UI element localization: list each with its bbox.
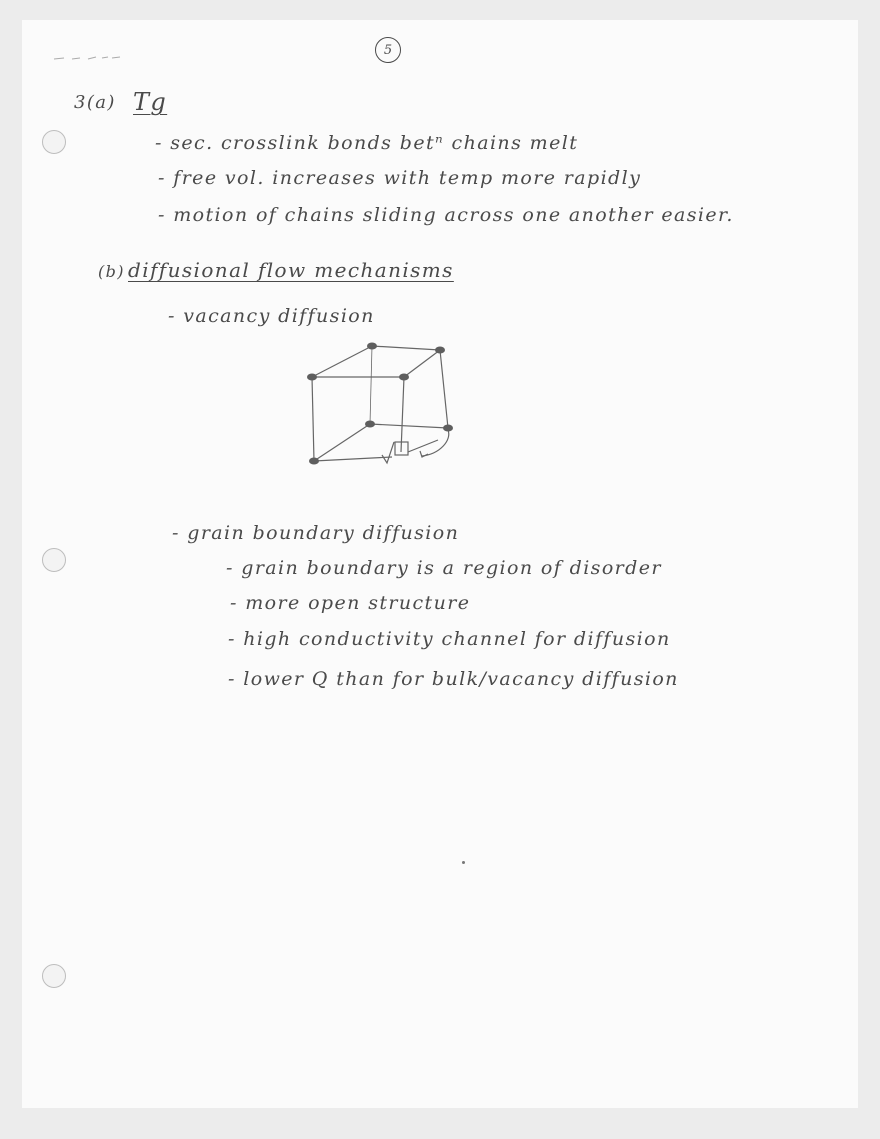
- vacancy-diffusion-cube-diagram: [300, 330, 470, 475]
- grain-boundary-diffusion-label: - grain boundary diffusion: [172, 522, 460, 544]
- vacancy-diffusion-label: - vacancy diffusion: [168, 305, 375, 327]
- part-b-label: (b): [98, 262, 125, 281]
- part-a-heading: Tg: [133, 88, 168, 116]
- grain-bullet-3: - high conductivity channel for diffusion: [228, 628, 671, 650]
- pencil-smudge: [52, 54, 122, 62]
- page-number-text: 5: [383, 42, 393, 58]
- part-a-bullet-1: - sec. crosslink bonds betⁿ chains melt: [155, 132, 579, 154]
- grain-bullet-4: - lower Q than for bulk/vacancy diffusion: [228, 668, 679, 690]
- binder-hole-bottom: [42, 964, 66, 988]
- stray-dot: [462, 861, 465, 864]
- part-b-heading: diffusional flow mechanisms: [128, 258, 454, 282]
- grain-bullet-2: - more open structure: [230, 592, 471, 614]
- part-a-label: 3(a): [74, 92, 116, 113]
- part-a-bullet-2: - free vol. increases with temp more rapidly: [158, 167, 642, 189]
- grain-bullet-1: - grain boundary is a region of disorder: [226, 557, 662, 579]
- part-a-bullet-3: - motion of chains sliding across one another easier.: [158, 204, 734, 226]
- page-number: [375, 37, 401, 63]
- binder-hole-top: [42, 130, 66, 154]
- binder-hole-middle: [42, 548, 66, 572]
